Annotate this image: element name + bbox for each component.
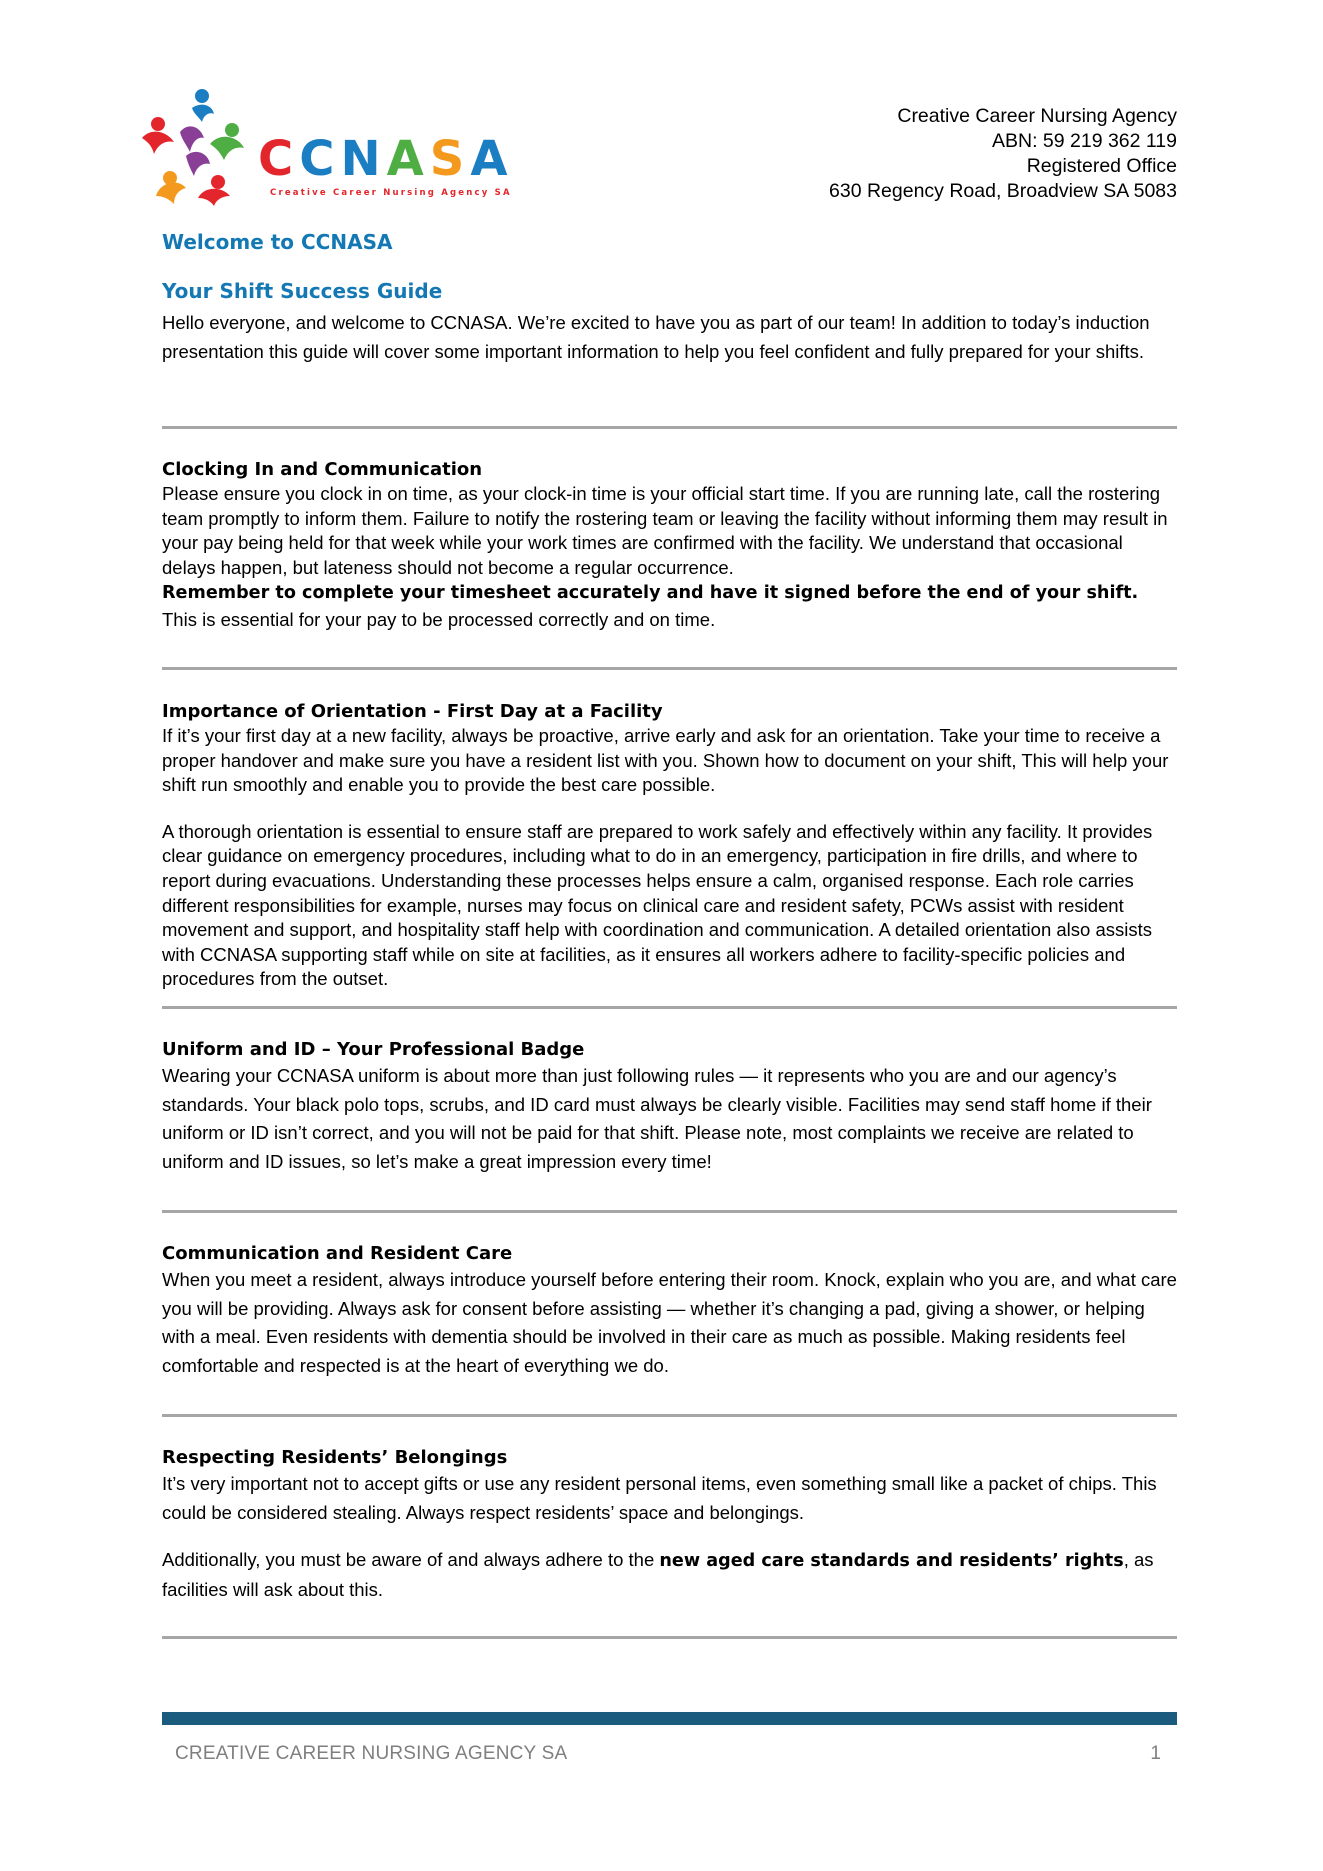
divider [162,1414,1177,1417]
section-clocking-body [162,482,1177,634]
section-orientation-body [162,724,1177,992]
divider [162,426,1177,429]
divider [162,667,1177,670]
logo-figures-icon [142,89,244,206]
company-name: Creative Career Nursing Agency [897,105,1177,127]
company-info [829,104,1177,204]
divider [162,1636,1177,1639]
footer-agency-name: CREATIVE CAREER NURSING AGENCY SA [175,1743,568,1764]
standards-paragraph [162,1546,1177,1604]
section-title-clocking: Clocking In and Communication [162,459,483,480]
belongings-paragraph: It’s very important not to accept gifts or use any resident personal items, even something small like a packet of chips. This could be considered stealing. Always respect residents’ space and belongings. [162,1473,1157,1523]
section-title-uniform: Uniform and ID – Your Professional Badge [162,1039,585,1060]
orientation-paragraph-1: If it’s your first day at a new facility, always be proactive, arrive early and ask for an orientation. Take your time to receive a proper handover and make sure you have a resident list with you. Shown how to document on your shift, This will help your shift run smoothly and enable you to provide the best care possible. [162,725,1169,796]
logo-tagline: Creative Career Nursing Agency SA [270,188,512,198]
standards-pre: Additionally, you must be aware of and always adhere to the [162,1549,660,1570]
intro-paragraph: Hello everyone, and welcome to CCNASA. We’re excited to have you as part of our team! In addition to today’s induction presentation this guide will cover some important information to help you feel confident and fully prepared for your shifts. [162,312,1150,362]
section-title-belongings: Respecting Residents’ Belongings [162,1447,508,1468]
section-title-communication: Communication and Resident Care [162,1243,513,1264]
standards-post: , as facilities will ask about this. [162,1549,1154,1600]
footer-bar [162,1712,1177,1725]
ccnasa-logo [140,86,530,206]
timesheet-reminder: Remember to complete your timesheet accurately and have it signed before the end of your shift. [162,583,1139,604]
orientation-paragraph-2: A thorough orientation is essential to ensure staff are prepared to work safely and effectively within any facility. It provides clear guidance on emergency procedures, including what to do in an emergency, participation in fire drills, and where to report during evacuations. Understanding these processes helps ensure a calm, organised response. Each role carries different responsibilities for example, nurses may focus on clinical care and resident safety, PCWs assist with resident movement and support, and hospitality staff help with coordination and communication. A detailed orientation also assists with CCNASA supporting staff while on site at facilities, as it ensures all workers adhere to facility-specific policies and procedures from the outset. [162,820,1153,990]
page-number: 1 [1150,1743,1161,1764]
guide-title: Your Shift Success Guide [162,279,443,303]
registered-office-label: Registered Office [1026,155,1177,177]
clocking-paragraph: Please ensure you clock in on time, as your clock-in time is your official start time. If you are running late, call the rostering team promptly to inform them. Failure to notify the rostering team or leaving the facility without informing them may result in your pay being held for that week while your work times are confirmed with the facility. We understand that occasional delays happen, but lateness should not become a regular occurrence. [162,483,1168,578]
welcome-title: Welcome to CCNASA [162,230,393,254]
communication-paragraph: When you meet a resident, always introduce yourself before entering their room. Knock, explain who you are, and what care you will be providing. Always ask for consent before assisting — whether it’s changing a pad, giving a shower, or helping with a meal. Even residents with dementia should be involved in their care as much as possible. Making residents feel comfortable and respected is at the heart of everything we do. [162,1269,1177,1376]
company-address: 630 Regency Road, Broadview SA 5083 [829,180,1177,202]
standards-emphasis: new aged care standards and residents’ rights [659,1551,1124,1571]
section-title-orientation: Importance of Orientation - First Day at a Facility [162,701,663,722]
company-abn: ABN: 59 219 362 119 [991,130,1177,152]
uniform-paragraph: Wearing your CCNASA uniform is about more than just following rules — it represents who you are and our agency’s standards. Your black polo tops, scrubs, and ID card must always be clearly visible. Facilities may send staff home if their uniform or ID isn’t correct, and you will not be paid for that shift. Please note, most complaints we receive are related to uniform and ID issues, so let’s make a great impression every time! [162,1065,1152,1172]
divider [162,1006,1177,1009]
logo-wordmark: CCNASA [258,131,514,187]
divider [162,1210,1177,1213]
timesheet-closing: This is essential for your pay to be processed correctly and on time. [162,609,716,631]
